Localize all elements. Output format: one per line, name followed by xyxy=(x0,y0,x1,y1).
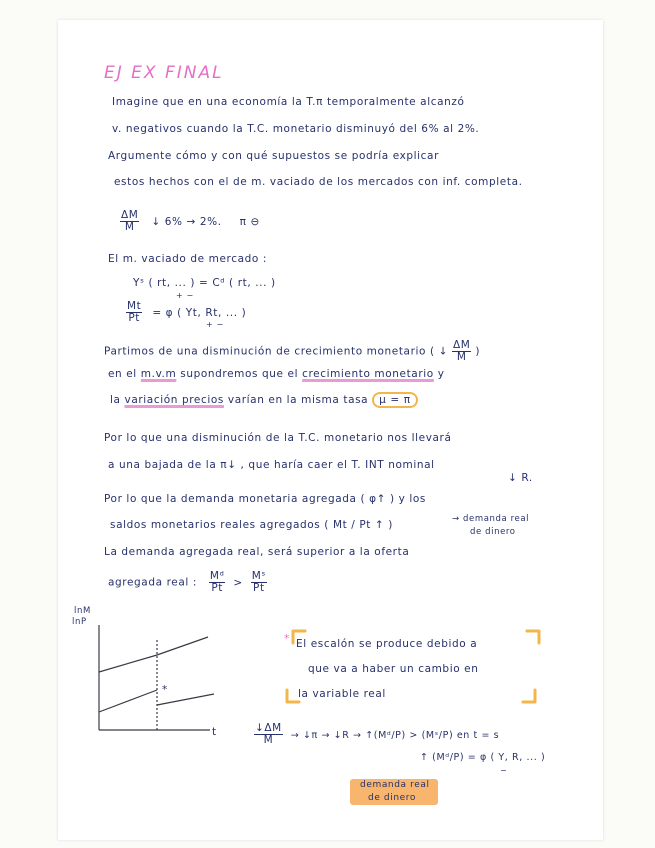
highlight-mvm: m.v.m xyxy=(140,368,177,380)
box-corner-br xyxy=(523,690,535,702)
p2-line-3: ↓ R. xyxy=(508,472,533,484)
graph-star: * xyxy=(162,684,168,696)
fraction-md-pt: $\frac{\text{Mᵈ}}{Pt}$ xyxy=(209,570,225,595)
graph-line-upper-1 xyxy=(99,655,157,672)
chain-line-2: ↑ (Mᵈ/P) = φ ( Y, R, ... ) xyxy=(420,752,546,763)
equation-growth: $\frac{\Delta M}{M}$ ↓ 6% → 2%. π ⊖ xyxy=(121,209,260,234)
p3-line-1: Por lo que la demanda monetaria agregada ( φ↑ ) y los xyxy=(104,493,427,505)
intro-line-4: estos hechos con el de m. vaciado de los mercados con inf. completa. xyxy=(114,176,523,188)
intro-line-2: v. negativos cuando la T.C. monetario disminuyó del 6% al 2%. xyxy=(112,123,480,135)
demanda-label-line-1: demanda real xyxy=(360,780,430,790)
p3-line-4: agregada real : $\frac{\text{Mᵈ}}{Pt}$ > $\frac{\text{Mˢ}}{Pt}$ xyxy=(108,570,266,595)
intro-line-1: Imagine que en una economía la T.π temporalmente alcanzó xyxy=(112,96,465,108)
p3-line-2: saldos monetarios reales agregados ( Mt / Pt ↑ ) xyxy=(110,519,393,531)
mv-equation-2: $\frac{Mt}{Pt}$ = φ ( Yt, Rt, ... ) xyxy=(127,300,247,325)
graph-ylabel-2: lnP xyxy=(72,617,87,627)
p1-line-3: la variación precios varían en la misma tasa μ = π xyxy=(110,394,418,406)
graph-ylabel-1: lnM xyxy=(74,606,91,616)
p2-line-2: a una bajada de la π↓ , que haría caer el T. INT nominal xyxy=(108,459,435,471)
intro-line-3: Argumente cómo y con qué supuestos se podría explicar xyxy=(108,150,440,162)
circled-mu-pi: μ = π xyxy=(372,392,417,408)
fraction-delta-m-2: $\frac{\Delta M}{M}$ xyxy=(452,339,471,364)
chain-signs: − xyxy=(500,766,508,775)
p1-line-1: Partimos de una disminución de crecimiento monetario ( ↓ $\frac{\Delta M}{M}$ ) xyxy=(104,339,481,364)
mv-equation-2-signs: + − xyxy=(206,320,224,329)
p3-note-2: de dinero xyxy=(470,527,516,537)
demanda-label-line-2: de dinero xyxy=(368,793,416,803)
note-line-3: la variable real xyxy=(298,688,386,700)
p1-line-2: en el m.v.m supondremos que el crecimiento monetario y xyxy=(108,368,445,380)
note-star: * xyxy=(284,633,290,645)
mv-equation-1-signs: + − xyxy=(176,291,194,300)
note-line-2: que va a haber un cambio en xyxy=(308,663,479,675)
mv-equation-1: Yˢ ( rt, ... ) = Cᵈ ( rt, ... ) xyxy=(133,277,276,289)
page-title: EJ EX FINAL xyxy=(104,63,224,83)
note-line-1: El escalón se produce debido a xyxy=(296,638,478,650)
graph-xlabel: t xyxy=(212,726,217,738)
graph-line-upper-2 xyxy=(157,637,208,655)
fraction-ms-pt: $\frac{\text{Mˢ}}{Pt}$ xyxy=(251,570,266,595)
p3-line-3: La demanda agregada real, será superior a la oferta xyxy=(104,546,410,558)
fraction-mt-pt: $\frac{Mt}{Pt}$ xyxy=(127,300,142,325)
p3-note-1: → demanda real xyxy=(452,514,530,524)
mv-title: El m. vaciado de mercado : xyxy=(108,253,268,265)
fraction-chain: $\frac{↓\Delta M}{M}$ xyxy=(255,722,282,747)
chain-line-1: $\frac{↓\Delta M}{M}$ → ↓π → ↓R → ↑(Mᵈ/P) > (Mˢ/P) en t = s xyxy=(255,722,500,747)
highlight-variacion: variación precios xyxy=(124,394,224,406)
fraction-delta-m: $\frac{\Delta M}{M}$ xyxy=(121,209,139,234)
graph-line-lower-1 xyxy=(99,690,157,712)
box-corner-tr xyxy=(527,631,539,643)
p2-line-1: Por lo que una disminución de la T.C. monetario nos llevará xyxy=(104,432,452,444)
highlight-crecimiento: crecimiento monetario xyxy=(302,368,434,380)
